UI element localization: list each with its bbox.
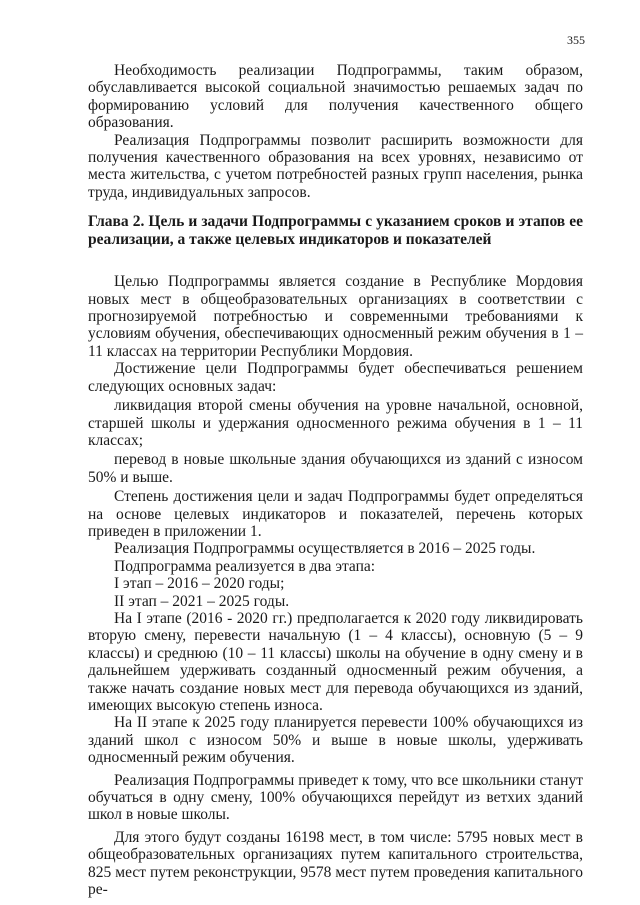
paragraph: Необходимость реализации Подпрограммы, таким образом, обуславливается высокой социальной значимостью решаемых задач по формированию условий для получения качественного общего образования.: [88, 62, 583, 132]
page-number: 355: [567, 33, 585, 47]
paragraph: Достижение цели Подпрограммы будет обеспечиваться решением следующих основных задач:: [88, 360, 583, 395]
paragraph: перевод в новые школьные здания обучающихся из зданий с износом 50% и выше.: [88, 451, 583, 486]
paragraph: Степень достижения цели и задач Подпрограммы будет определяться на основе целевых индикаторов и показателей, перечень которых приведен в приложении 1.: [88, 488, 583, 540]
paragraph: Подпрограмма реализуется в два этапа:: [114, 557, 376, 575]
paragraph: Реализация Подпрограммы осуществляется в 2016 – 2025 годы.: [114, 540, 536, 558]
paragraph: Для этого будут созданы 16198 мест, в том числе: 5795 новых мест в общеобразовательных организациях путем капитального строительства, 825 мест путем реконструкции, 9578 мест путем проведения капитального ре-: [88, 828, 583, 899]
paragraph: На II этапе к 2025 году планируется перевести 100% обучающихся из зданий школ с износом 50% и выше в новые школы, удерживать односменный режим обучения.: [88, 714, 583, 767]
paragraph: Целью Подпрограммы является создание в Республике Мордовия новых мест в общеобразовательных организациях в соответствии с прогнозируемой потребностью и современными требованиями к условиям обучения, обеспечивающих односменный режим обучения в 1 – 11 классах на территории Республики Мордовия.: [88, 273, 583, 360]
document-body: [88, 62, 583, 898]
paragraph: ликвидация второй смены обучения на уровне начальной, основной, старшей школы и удержания односменного режима обучения в 1 – 11 классах;: [88, 397, 583, 449]
paragraph: II этап – 2021 – 2025 годы.: [114, 592, 290, 610]
paragraph: Реализация Подпрограммы позволит расширить возможности для получения качественного образования на всех уровнях, независимо от места жительства, с учетом потребностей разных групп населения, рынка труда, индивидуальных запросов.: [88, 131, 583, 201]
paragraph: На I этапе (2016 - 2020 гг.) предполагается к 2020 году ликвидировать вторую смену, перевести начальную (1 – 4 классы), основную (5 – 9 классы) и среднюю (10 – 11 классы) школы на обучение в одну смену и в дальнейшем удерживать созданный односменный режим обучения, а также начать создание новых мест для перевода обучающихся из зданий, имеющих высокую степень износа.: [88, 609, 583, 714]
chapter-heading: Глава 2. Цель и задачи Подпрограммы с указанием сроков и этапов ее реализации, а также целевых индикаторов и показателей: [88, 213, 583, 249]
paragraph: Реализация Подпрограммы приведет к тому, что все школьники станут обучаться в одну смену, 100% обучающихся перейдут из ветхих зданий школ в новые школы.: [88, 771, 583, 824]
paragraph: I этап – 2016 – 2020 годы;: [114, 575, 285, 593]
